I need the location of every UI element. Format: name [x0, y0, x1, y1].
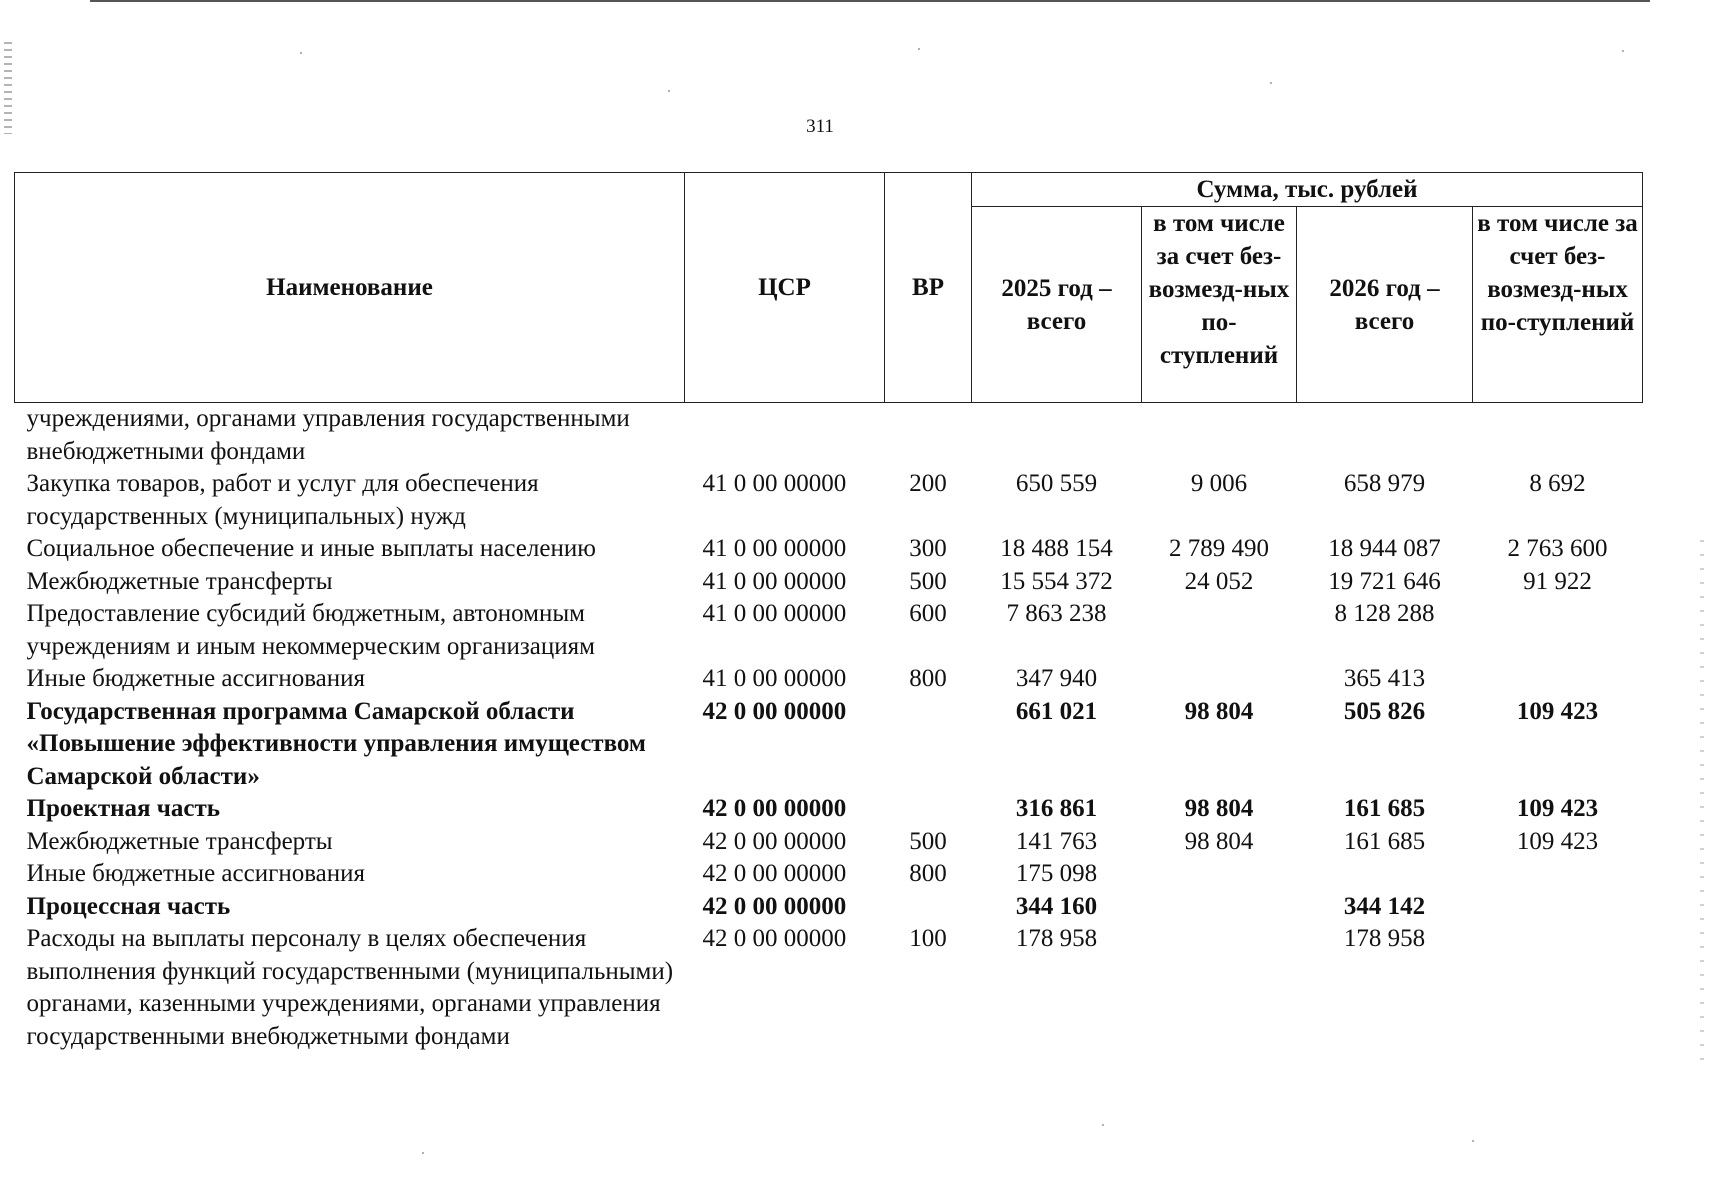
row-vr — [885, 793, 972, 826]
header-sum-group: Сумма, тыс. рублей — [972, 173, 1643, 207]
table-row — [15, 566, 1643, 599]
row-2025-grants — [1142, 858, 1297, 891]
row-name: Иные бюджетные ассигнования — [26, 860, 366, 887]
row-2026-grants — [1473, 598, 1643, 663]
row-2026-total — [1297, 858, 1473, 891]
row-2026-grants: 109 423 — [1516, 795, 1599, 822]
row-csr: 42 0 00 00000 — [702, 827, 847, 855]
table-row — [15, 858, 1643, 891]
row-2025-total: 175 098 — [1015, 860, 1098, 887]
scan-speck — [1102, 1124, 1104, 1126]
row-2025-grants — [1142, 891, 1297, 924]
row-2026-grants — [1473, 923, 1643, 1053]
table-row — [15, 923, 1643, 1053]
row-2025-grants: 2 789 490 — [1169, 535, 1269, 562]
row-2025-total: 178 958 — [1015, 925, 1098, 952]
budget-table — [14, 172, 1643, 1053]
row-2025-total: 7 863 238 — [1006, 600, 1107, 627]
table-row — [15, 826, 1643, 859]
row-name: Проектная часть — [26, 795, 221, 822]
row-csr: 42 0 00 00000 — [702, 925, 847, 952]
scan-speck — [668, 90, 670, 92]
table-row — [15, 663, 1643, 696]
row-csr: 42 0 00 00000 — [702, 697, 847, 725]
row-name: Межбюджетные трансферты — [26, 567, 333, 595]
scan-speck — [1622, 50, 1624, 52]
row-2026-total: 161 685 — [1343, 795, 1426, 822]
row-2026-grants — [1473, 858, 1643, 891]
page-number: 311 — [806, 116, 834, 137]
table-row — [15, 891, 1643, 924]
row-name: Социальное обеспечение и иные выплаты населению — [26, 535, 596, 562]
row-name: Процессная часть — [26, 892, 231, 920]
scan-speck — [918, 48, 920, 50]
header-2026-grants: в том числе за счет без-возмезд-ных по-ступлений — [1473, 207, 1643, 403]
row-csr: 41 0 00 00000 — [702, 567, 847, 595]
row-name: Иные бюджетные ассигнования — [26, 665, 366, 692]
table-row — [15, 793, 1643, 826]
row-2025-grants: 98 804 — [1184, 697, 1254, 725]
header-2025-grants: в том числе за счет без-возмезд-ных по-ступлений — [1142, 207, 1297, 403]
row-2025-grants — [1142, 923, 1297, 1053]
row-name: Предоставление субсидий бюджетным, автономным учреждениям и иным некоммерческим организациям — [26, 600, 595, 660]
table-row — [15, 696, 1643, 794]
row-2026-total — [1297, 403, 1473, 469]
row-2025-grants — [1142, 663, 1297, 696]
row-2026-total: 8 128 288 — [1334, 600, 1435, 627]
row-2026-grants — [1473, 403, 1643, 469]
row-2025-total: 18 488 154 — [1000, 535, 1113, 562]
row-vr: 300 — [909, 535, 947, 562]
row-2026-total: 658 979 — [1343, 470, 1426, 497]
table-row — [15, 468, 1643, 533]
row-name: Расходы на выплаты персоналу в целях обеспечения выполнения функций государственными (муниципальными) органами, казенными учреждениями, органами управления государственными внебюджетными фондами — [26, 925, 674, 1050]
row-vr: 800 — [909, 665, 947, 692]
row-2025-total: 141 763 — [1015, 827, 1098, 855]
table-header — [15, 173, 1643, 403]
row-csr: 41 0 00 00000 — [702, 535, 847, 562]
row-vr: 800 — [909, 860, 947, 887]
table-row — [15, 403, 1643, 469]
row-2026-grants: 8 692 — [1529, 470, 1586, 497]
row-name: учреждениями, органами управления государственными внебюджетными фондами — [26, 405, 630, 465]
row-2025-total: 15 554 372 — [1000, 567, 1113, 595]
row-2025-total: 316 861 — [1015, 795, 1098, 822]
row-2026-grants — [1473, 663, 1643, 696]
row-2026-total: 161 685 — [1343, 827, 1426, 855]
row-csr: 41 0 00 00000 — [702, 470, 847, 497]
row-name: Закупка товаров, работ и услуг для обеспечения государственных (муниципальных) нужд — [26, 470, 539, 530]
scan-speck — [300, 52, 302, 54]
row-2025-grants — [1142, 403, 1297, 469]
row-csr: 41 0 00 00000 — [702, 600, 847, 627]
row-name: Межбюджетные трансферты — [26, 827, 333, 855]
row-vr: 500 — [909, 827, 947, 855]
row-2025-grants: 98 804 — [1184, 827, 1254, 855]
row-2025-grants: 24 052 — [1184, 567, 1254, 595]
scan-edge-marks-left — [4, 42, 12, 134]
row-2026-grants: 91 922 — [1523, 567, 1592, 595]
header-name: Наименование — [15, 173, 685, 403]
row-2026-total: 505 826 — [1343, 697, 1426, 725]
header-vr: ВР — [885, 173, 972, 403]
row-csr — [685, 403, 885, 469]
row-2025-total: 661 021 — [1015, 697, 1098, 725]
row-2025-grants: 9 006 — [1190, 470, 1248, 497]
row-vr — [885, 891, 972, 924]
row-2026-total: 18 944 087 — [1328, 535, 1441, 562]
header-2026-total: 2026 год – всего — [1297, 207, 1473, 403]
row-csr: 42 0 00 00000 — [702, 860, 847, 887]
row-vr: 200 — [909, 470, 947, 497]
row-vr: 500 — [909, 567, 947, 595]
row-2025-total: 344 160 — [1015, 892, 1098, 920]
row-2026-total: 365 413 — [1343, 665, 1426, 692]
row-vr: 100 — [909, 925, 947, 952]
row-csr: 41 0 00 00000 — [702, 665, 847, 692]
header-2025-total: 2025 год – всего — [972, 207, 1142, 403]
scan-speck — [1270, 82, 1272, 84]
row-vr — [885, 696, 972, 794]
header-csr: ЦСР — [685, 173, 885, 403]
scan-speck — [1472, 1140, 1474, 1142]
row-csr: 42 0 00 00000 — [702, 795, 847, 822]
row-vr: 600 — [909, 600, 947, 627]
row-2025-total: 650 559 — [1015, 470, 1098, 497]
row-vr — [885, 403, 972, 469]
table-row — [15, 533, 1643, 566]
row-2025-grants: 98 804 — [1184, 795, 1254, 822]
row-2026-total: 19 721 646 — [1328, 567, 1441, 595]
row-2025-total: 347 940 — [1015, 665, 1098, 692]
row-2026-grants: 109 423 — [1516, 827, 1599, 855]
row-name: Государственная программа Самарской области «Повышение эффективности управления имуществом Самарской области» — [26, 697, 646, 790]
row-2026-grants: 2 763 600 — [1507, 535, 1608, 562]
row-2026-grants: 109 423 — [1516, 697, 1599, 725]
row-2025-grants — [1142, 598, 1297, 663]
row-2026-grants — [1473, 891, 1643, 924]
scan-edge-marks-right — [1700, 540, 1704, 1060]
row-2026-total: 178 958 — [1343, 925, 1426, 952]
row-2026-total: 344 142 — [1343, 892, 1426, 920]
scan-speck — [422, 1152, 424, 1154]
table-row — [15, 598, 1643, 663]
row-2025-total — [972, 403, 1142, 469]
row-csr: 42 0 00 00000 — [702, 892, 847, 920]
table-body — [15, 403, 1643, 1054]
top-scan-border — [90, 0, 1650, 2]
